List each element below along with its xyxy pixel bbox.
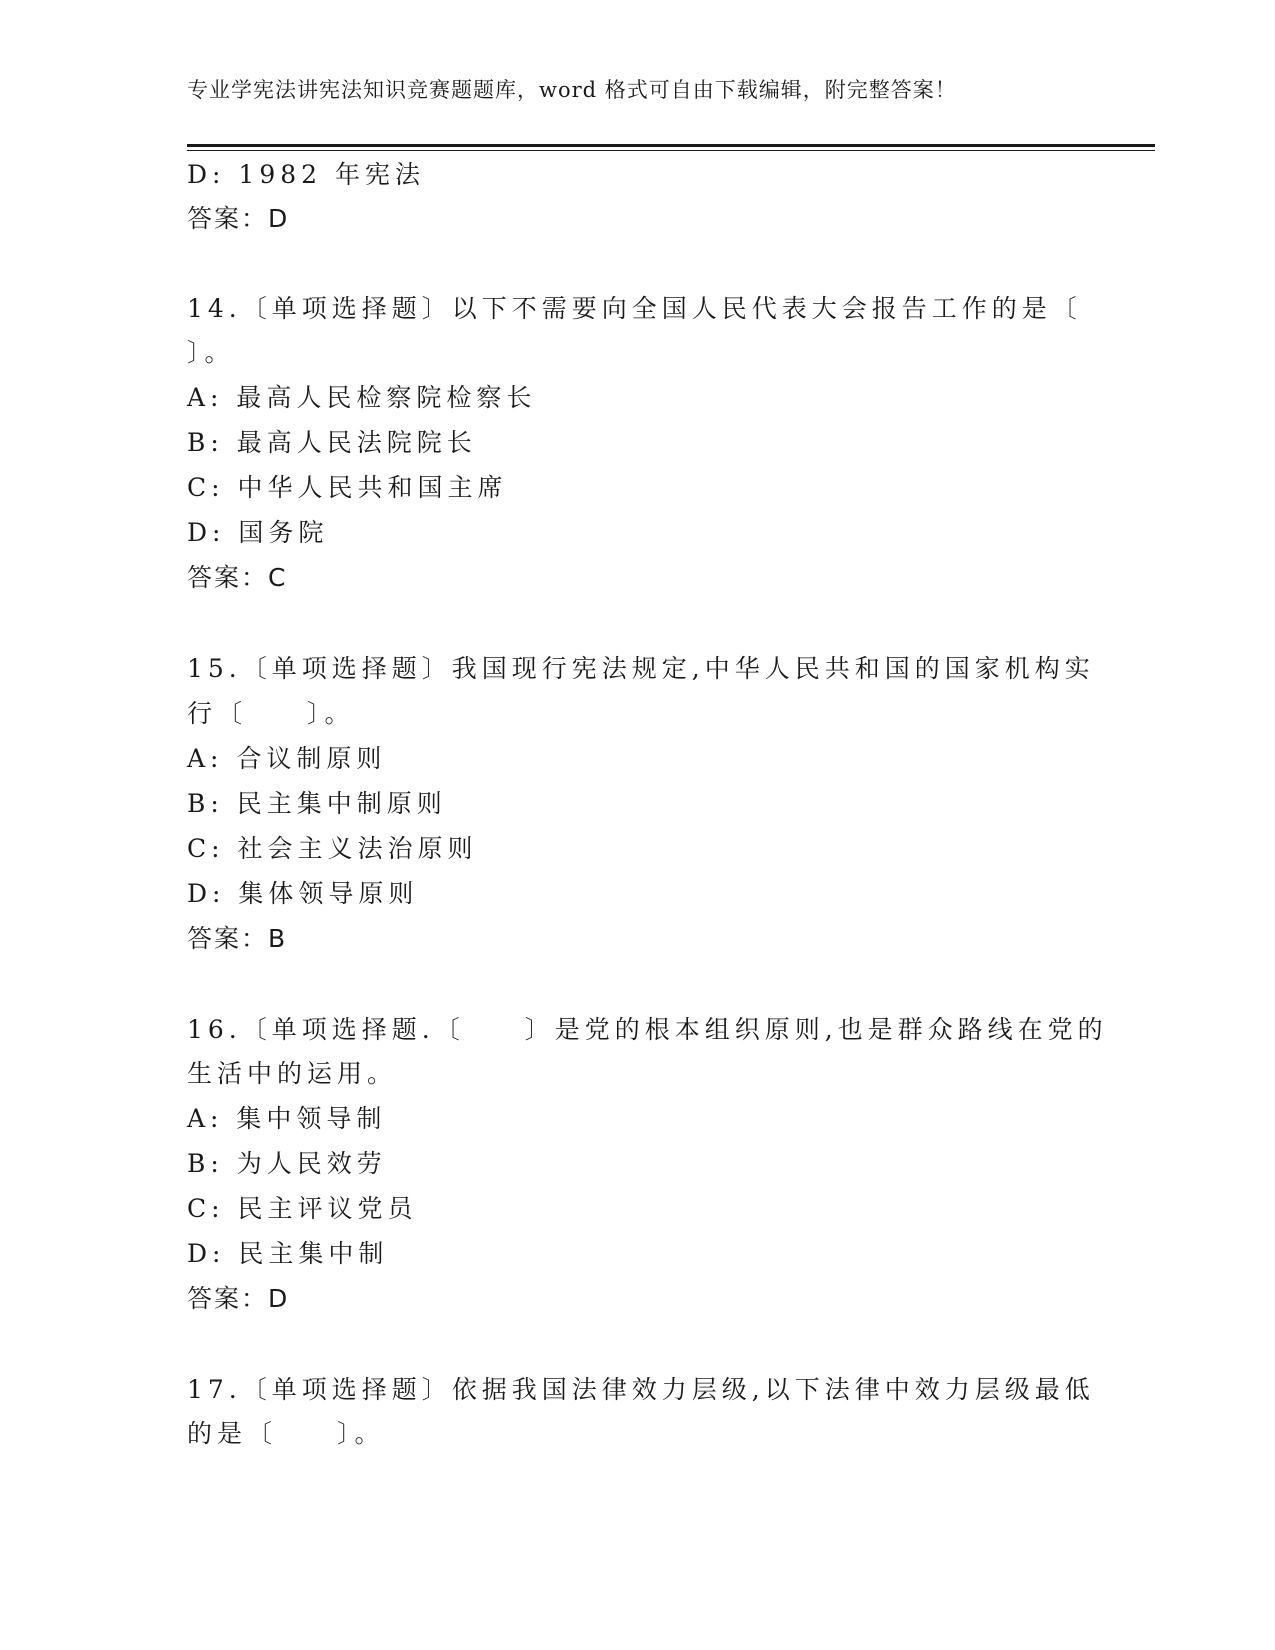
q15-option-c: C: 社会主义法治原则	[187, 834, 478, 863]
q17-stem-line2: 的是〔 〕。	[187, 1419, 385, 1448]
q15-answer: 答案：B	[187, 924, 288, 953]
q16-option-d: D: 民主集中制	[187, 1239, 389, 1268]
q14-option-d: D: 国务院	[187, 518, 329, 547]
q16-option-c: C: 民主评议党员	[187, 1194, 418, 1223]
q15-option-d: D: 集体领导原则	[187, 879, 419, 908]
q16-answer: 答案：D	[187, 1284, 290, 1313]
q14-answer: 答案：C	[187, 563, 288, 592]
q16-stem-line1: 16.〔单项选择题.〔 〕是党的根本组织原则,也是群众路线在党的	[187, 1015, 1108, 1044]
q13-answer: 答案：D	[187, 204, 290, 233]
q14-option-a: A: 最高人民检察院检察长	[187, 383, 537, 412]
q14-option-b: B: 最高人民法院院长	[187, 428, 477, 457]
q15-stem-line1: 15.〔单项选择题〕我国现行宪法规定,中华人民共和国的国家机构实	[187, 654, 1095, 683]
q13-option-d: D: 1982 年宪法	[187, 160, 425, 189]
q15-stem-line2: 行〔 〕。	[187, 699, 355, 728]
header-rule-thin	[187, 150, 1155, 151]
q14-stem-line2: 〕。	[187, 338, 235, 367]
header-rule-thick	[187, 144, 1155, 147]
q16-option-a: A: 集中领导制	[187, 1104, 387, 1133]
q16-option-b: B: 为人民效劳	[187, 1149, 387, 1178]
q14-option-c: C: 中华人民共和国主席	[187, 473, 508, 502]
page-header: 专业学宪法讲宪法知识竞赛题题库，word 格式可自由下载编辑，附完整答案！	[187, 78, 957, 102]
q14-stem-line1: 14.〔单项选择题〕以下不需要向全国人民代表大会报告工作的是〔	[187, 294, 1082, 323]
q15-option-a: A: 合议制原则	[187, 744, 387, 773]
q16-stem-line2: 生活中的运用。	[187, 1059, 398, 1088]
q15-option-b: B: 民主集中制原则	[187, 789, 447, 818]
q17-stem-line1: 17.〔单项选择题〕依据我国法律效力层级,以下法律中效力层级最低	[187, 1375, 1095, 1404]
